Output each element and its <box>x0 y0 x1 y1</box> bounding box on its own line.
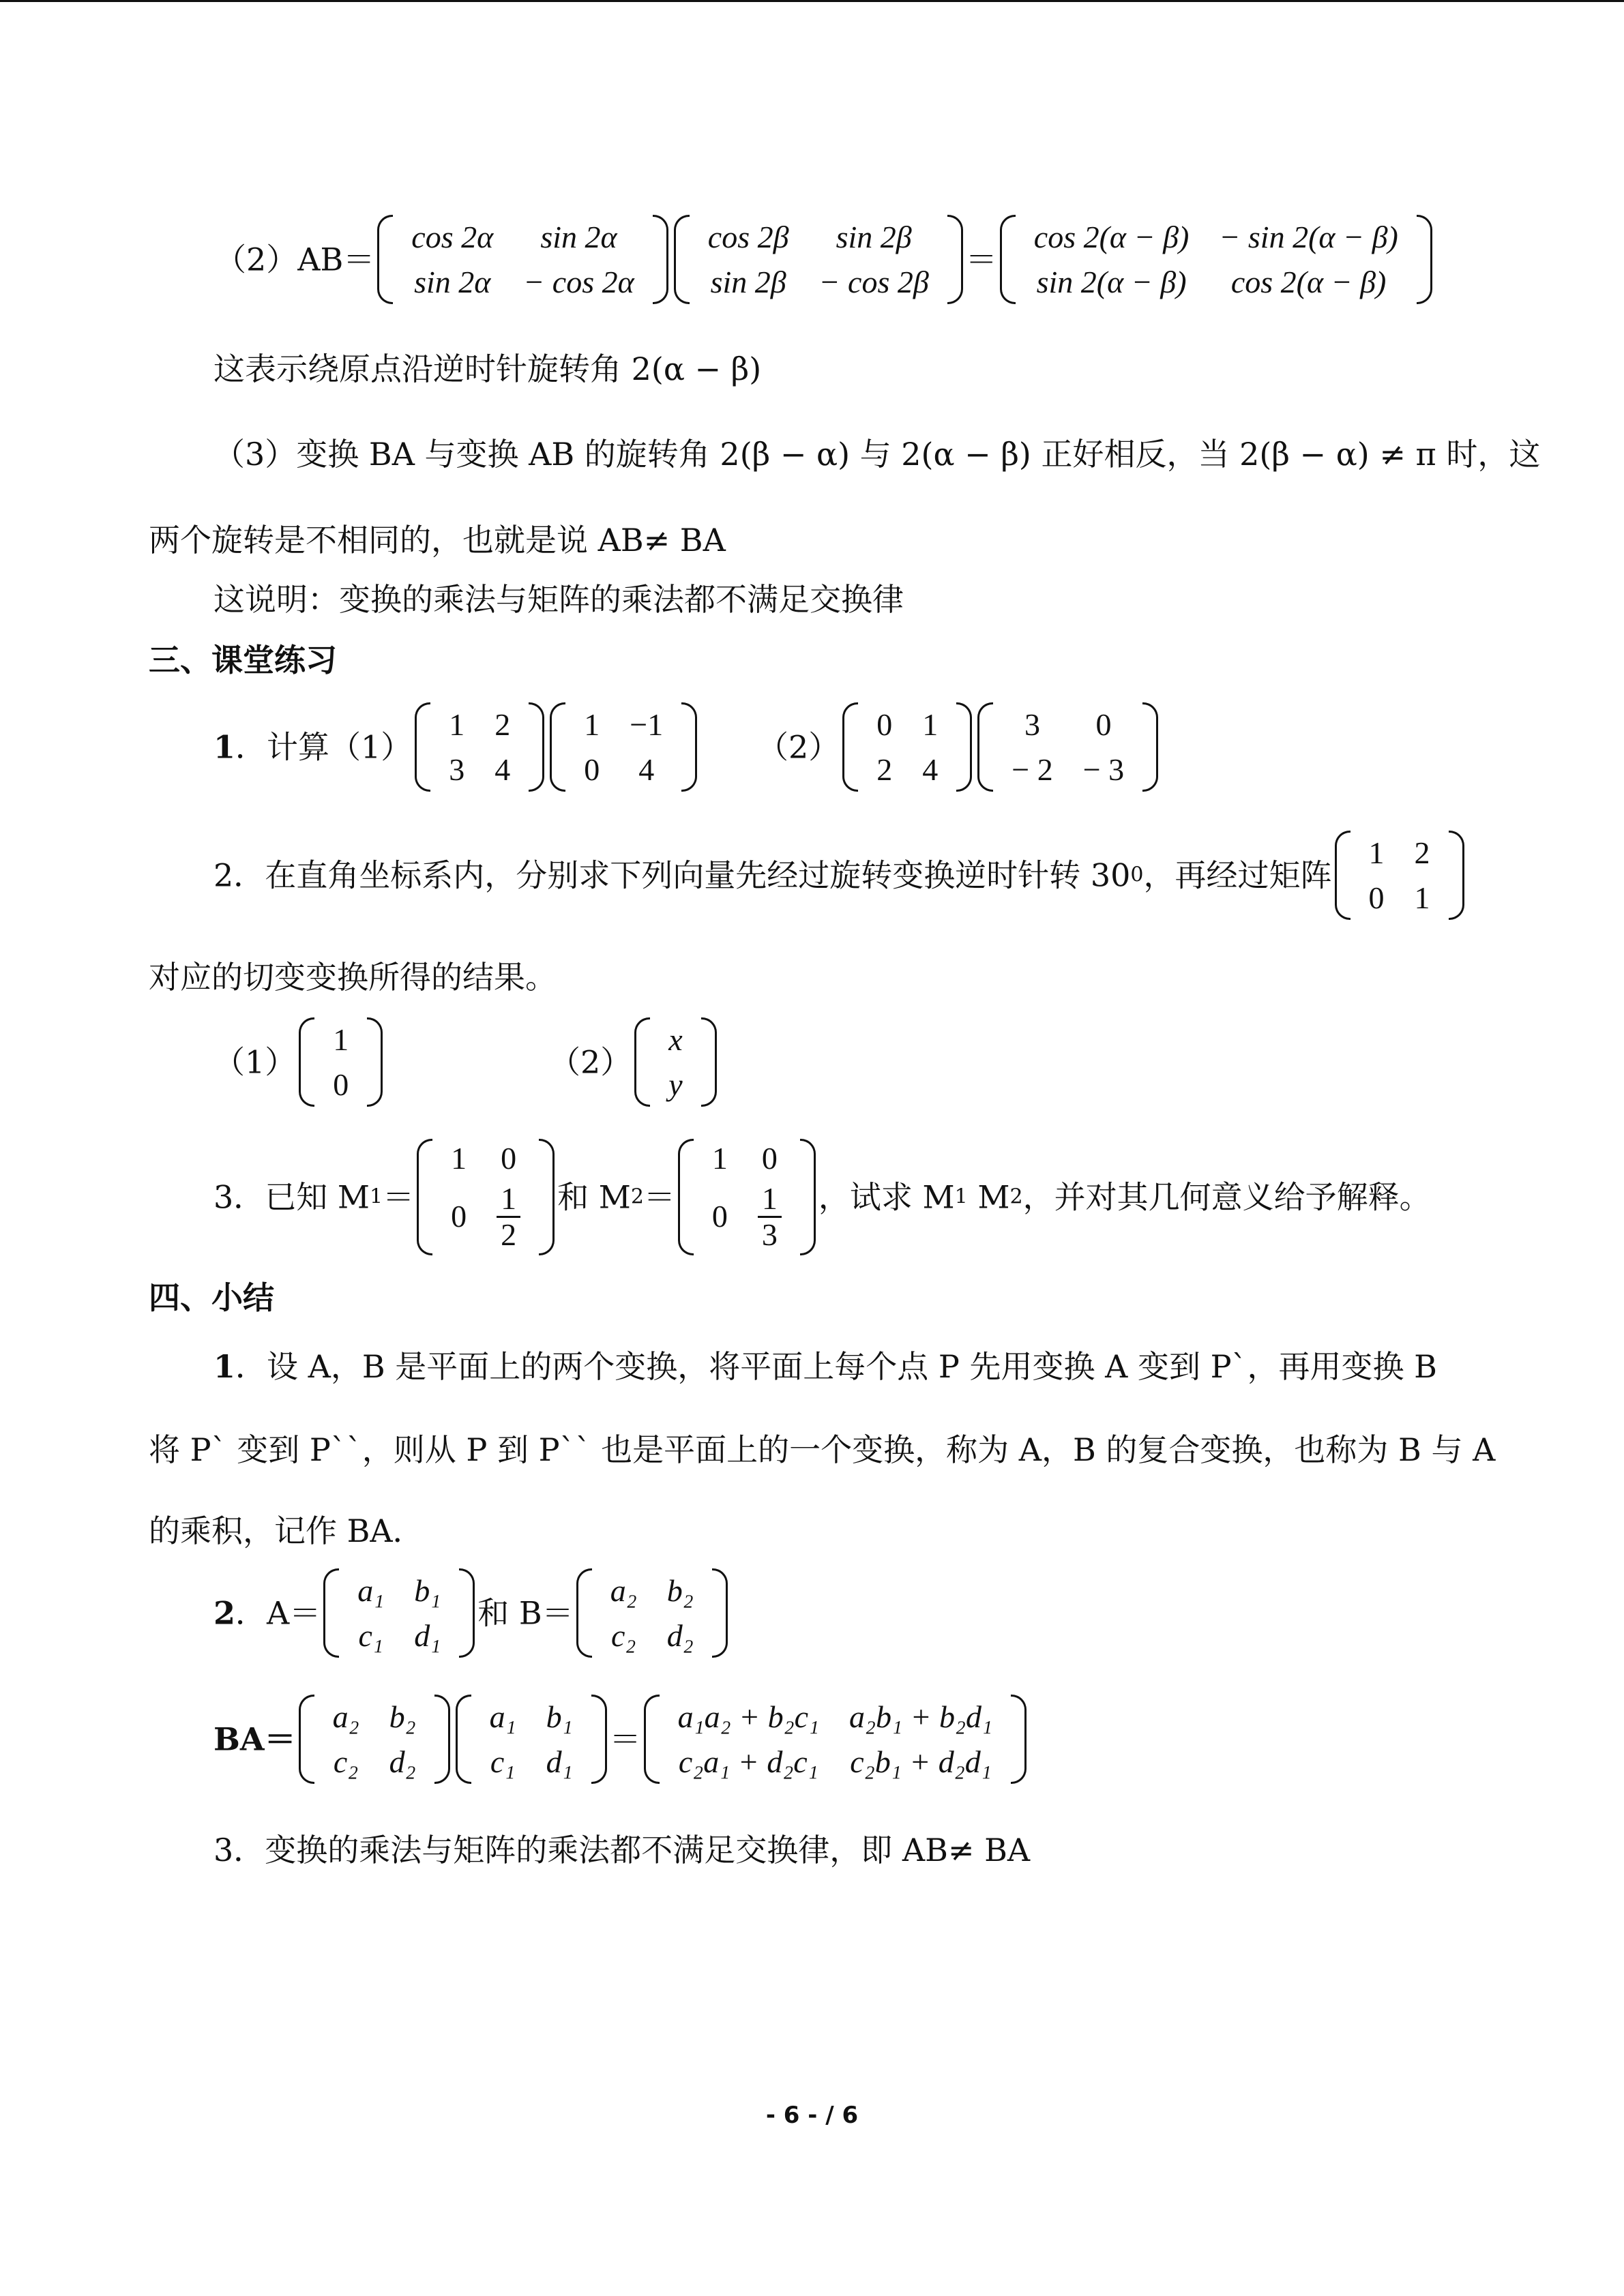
fraction-numerator: 1 <box>497 1182 520 1219</box>
matrix-cell: 0 <box>333 1067 349 1102</box>
exercise-2-vectors-2 <box>549 1017 720 1107</box>
matrix-cell: cos 2β <box>707 220 789 254</box>
matrix-cell-fraction <box>482 1179 535 1255</box>
matrix-cell: d₁ <box>546 1744 573 1779</box>
summary-number: 1 <box>213 1348 236 1385</box>
matrix-cell: b₁ <box>414 1573 441 1608</box>
matrix-ex1-c <box>840 702 975 792</box>
matrix-cell: a₂b₁ + b₂d₁ <box>849 1699 993 1734</box>
summary-number: 2 <box>213 1594 236 1632</box>
matrix-cell: sin 2β <box>710 264 786 299</box>
exercise-3 <box>213 1139 1431 1255</box>
matrix-cell: 3 <box>449 751 465 787</box>
matrix-cell: 1 <box>449 707 465 742</box>
matrix-cell: b₁ <box>546 1699 573 1734</box>
matrix-cell: 4 <box>494 751 511 787</box>
matrix-ba-right <box>453 1695 610 1784</box>
matrix-cell: 1 <box>1368 835 1385 870</box>
matrix-cell: 0 <box>451 1199 467 1234</box>
equals-sign: ＝ <box>965 241 997 278</box>
matrix-cell: sin 2(α − β) <box>1036 264 1187 299</box>
exercise-label: ．计算（1） <box>235 728 413 766</box>
matrix-reflection-b <box>671 215 966 304</box>
matrix-cell: a₂ <box>332 1699 359 1734</box>
fraction-denominator: 2 <box>501 1217 517 1253</box>
matrix-cell: − 3 <box>1082 751 1125 787</box>
exercise-text: 2．在直角坐标系内，分别求下列向量先经过旋转变换逆时针转 30 <box>213 856 1131 894</box>
page-number: - 6 - / 6 <box>765 2102 859 2129</box>
matrix-cell: − cos 2β <box>818 264 929 299</box>
matrix-cell: 0 <box>761 1141 778 1176</box>
summary-1-line1 <box>213 1348 1437 1385</box>
degree-superscript: 0 <box>1130 863 1144 887</box>
exercise-1 <box>213 702 700 792</box>
matrix-cell: 1 <box>711 1141 728 1176</box>
matrix-cell-fraction <box>743 1179 797 1255</box>
matrix-cell: − sin 2(α − β) <box>1219 220 1398 254</box>
matrix-cell: 1 <box>922 707 939 742</box>
summary-text: ．A＝ <box>235 1594 321 1632</box>
subscript: 1 <box>370 1184 383 1209</box>
matrix-ex1-a <box>412 702 547 792</box>
equation-ab <box>215 215 1435 304</box>
section-heading-summary: 四、小结 <box>149 1279 274 1316</box>
exercise-text: ，试求 M <box>818 1178 955 1216</box>
matrix-cell: c₂a₁ + d₂c₁ <box>678 1744 818 1779</box>
exercise-text: 和 M <box>557 1178 631 1216</box>
matrix-cell: 1 <box>584 707 600 742</box>
matrix-cell: sin 2α <box>540 220 617 254</box>
equals-sign: ＝ <box>383 1178 415 1216</box>
fraction-denominator: 3 <box>761 1217 778 1253</box>
matrix-cell: a₂ <box>610 1573 637 1608</box>
matrix-cell: − 2 <box>1012 751 1053 787</box>
matrix-cell: 0 <box>1368 880 1385 915</box>
exercise-text: ，并对其几何意义给予解释。 <box>1022 1178 1431 1216</box>
vector-1 <box>296 1017 385 1107</box>
summary-1-line2: 将 P` 变到 P``，则从 P 到 P`` 也是平面上的一个变换，称为 A，B 的复合变换，也称为 B 与 A <box>149 1431 1496 1468</box>
exercise-label: （1） <box>213 1043 297 1081</box>
matrix-m2 <box>675 1139 818 1255</box>
matrix-cell: − cos 2α <box>523 264 634 299</box>
page-top-border <box>0 0 1624 2</box>
matrix-cell: cos 2(α − β) <box>1230 264 1387 299</box>
matrix-cell: −1 <box>630 707 664 742</box>
exercise-2-line2: 对应的切变变换所得的结果。 <box>149 959 557 996</box>
matrix-cell: y <box>668 1067 683 1102</box>
matrix-cell: x <box>668 1022 683 1057</box>
matrix-cell: 0 <box>584 751 600 787</box>
summary-2 <box>213 1568 730 1658</box>
paragraph-rotation: 这表示绕原点沿逆时针旋转角 2(α − β) <box>213 351 762 387</box>
matrix-cell: c₂ <box>333 1744 359 1779</box>
matrix-ex1-d <box>975 702 1161 792</box>
subscript: 2 <box>1009 1184 1023 1209</box>
matrix-cell: d₂ <box>666 1617 694 1653</box>
matrix-cell: 2 <box>876 751 893 787</box>
matrix-ba-left <box>296 1695 453 1784</box>
matrix-cell: d₁ <box>414 1617 441 1653</box>
matrix-cell: c₂ <box>610 1617 636 1653</box>
matrix-cell: b₂ <box>666 1573 694 1608</box>
fraction-numerator: 1 <box>758 1182 782 1219</box>
summary-3: 3．变换的乘法与矩阵的乘法都不满足交换律，即 AB≠ BA <box>213 1832 1031 1868</box>
subscript: 1 <box>954 1184 968 1209</box>
exercise-2 <box>213 831 1467 920</box>
section-heading-practice: 三、课堂练习 <box>149 642 337 679</box>
matrix-m1 <box>414 1139 557 1255</box>
matrix-cell: 3 <box>1024 707 1040 742</box>
matrix-a <box>321 1568 477 1658</box>
matrix-cell: c₁ <box>490 1744 516 1779</box>
matrix-cell: 2 <box>494 707 511 742</box>
matrix-rotation-result <box>997 215 1435 304</box>
matrix-cell: 0 <box>501 1141 517 1176</box>
exercise-number: 1 <box>213 728 236 766</box>
matrix-ba-result <box>641 1695 1029 1784</box>
vector-2 <box>632 1017 719 1107</box>
matrix-cell: 4 <box>638 751 655 787</box>
matrix-cell: a₁ <box>489 1699 516 1734</box>
matrix-cell: 0 <box>711 1199 728 1234</box>
matrix-b <box>574 1568 730 1658</box>
matrix-ex1-b <box>547 702 700 792</box>
product-label: BA＝ <box>213 1720 296 1758</box>
equals-sign: ＝ <box>643 1178 675 1216</box>
matrix-cell: 0 <box>1095 707 1112 742</box>
matrix-cell: sin 2β <box>836 220 912 254</box>
paragraph-comparison-line1: （3）变换 BA 与变换 AB 的旋转角 2(β − α) 与 2(α − β) 正好相反，当 2(β − α) ≠ π 时，这 <box>213 436 1541 473</box>
exercise-text: ，再经过矩阵 <box>1143 856 1332 894</box>
matrix-cell: d₂ <box>389 1744 416 1779</box>
matrix-cell: sin 2α <box>414 264 491 299</box>
summary-text: 和 B＝ <box>477 1594 574 1632</box>
matrix-cell: a₁ <box>357 1573 385 1608</box>
subscript: 2 <box>630 1184 644 1209</box>
matrix-cell: cos 2(α − β) <box>1033 220 1190 254</box>
matrix-shear <box>1332 831 1467 920</box>
matrix-reflection-a <box>374 215 670 304</box>
equation-label: （2）AB＝ <box>215 241 375 278</box>
exercise-label: （2） <box>549 1043 632 1081</box>
matrix-cell: 1 <box>1414 880 1430 915</box>
summary-1-line3: 的乘积，记作 BA． <box>149 1512 424 1549</box>
matrix-cell: 1 <box>451 1141 467 1176</box>
matrix-cell: b₂ <box>389 1699 416 1734</box>
equals-sign: ＝ <box>609 1720 641 1758</box>
summary-2-product <box>213 1695 1029 1784</box>
matrix-cell: c₁ <box>358 1617 383 1653</box>
exercise-label: （2） <box>757 728 840 766</box>
summary-text: ．设 A，B 是平面上的两个变换，将平面上每个点 P 先用变换 A 变到 P`，再用变换 B <box>235 1348 1437 1385</box>
matrix-cell: 0 <box>876 707 893 742</box>
exercise-1-part2 <box>757 702 1161 792</box>
matrix-cell: cos 2α <box>411 220 494 254</box>
paragraph-comparison-line2: 两个旋转是不相同的，也就是说 AB≠ BA <box>149 522 726 558</box>
paragraph-conclusion: 这说明：变换的乘法与矩阵的乘法都不满足交换律 <box>213 581 904 618</box>
matrix-cell: 2 <box>1414 835 1430 870</box>
exercise-text: 3．已知 M <box>213 1178 370 1216</box>
exercise-text: M <box>967 1178 1010 1216</box>
matrix-cell: 1 <box>333 1022 349 1057</box>
matrix-cell: 4 <box>922 751 939 787</box>
exercise-2-vectors <box>213 1017 385 1107</box>
matrix-cell: a₁a₂ + b₂c₁ <box>677 1699 820 1734</box>
matrix-cell: c₂b₁ + d₂d₁ <box>850 1744 992 1779</box>
